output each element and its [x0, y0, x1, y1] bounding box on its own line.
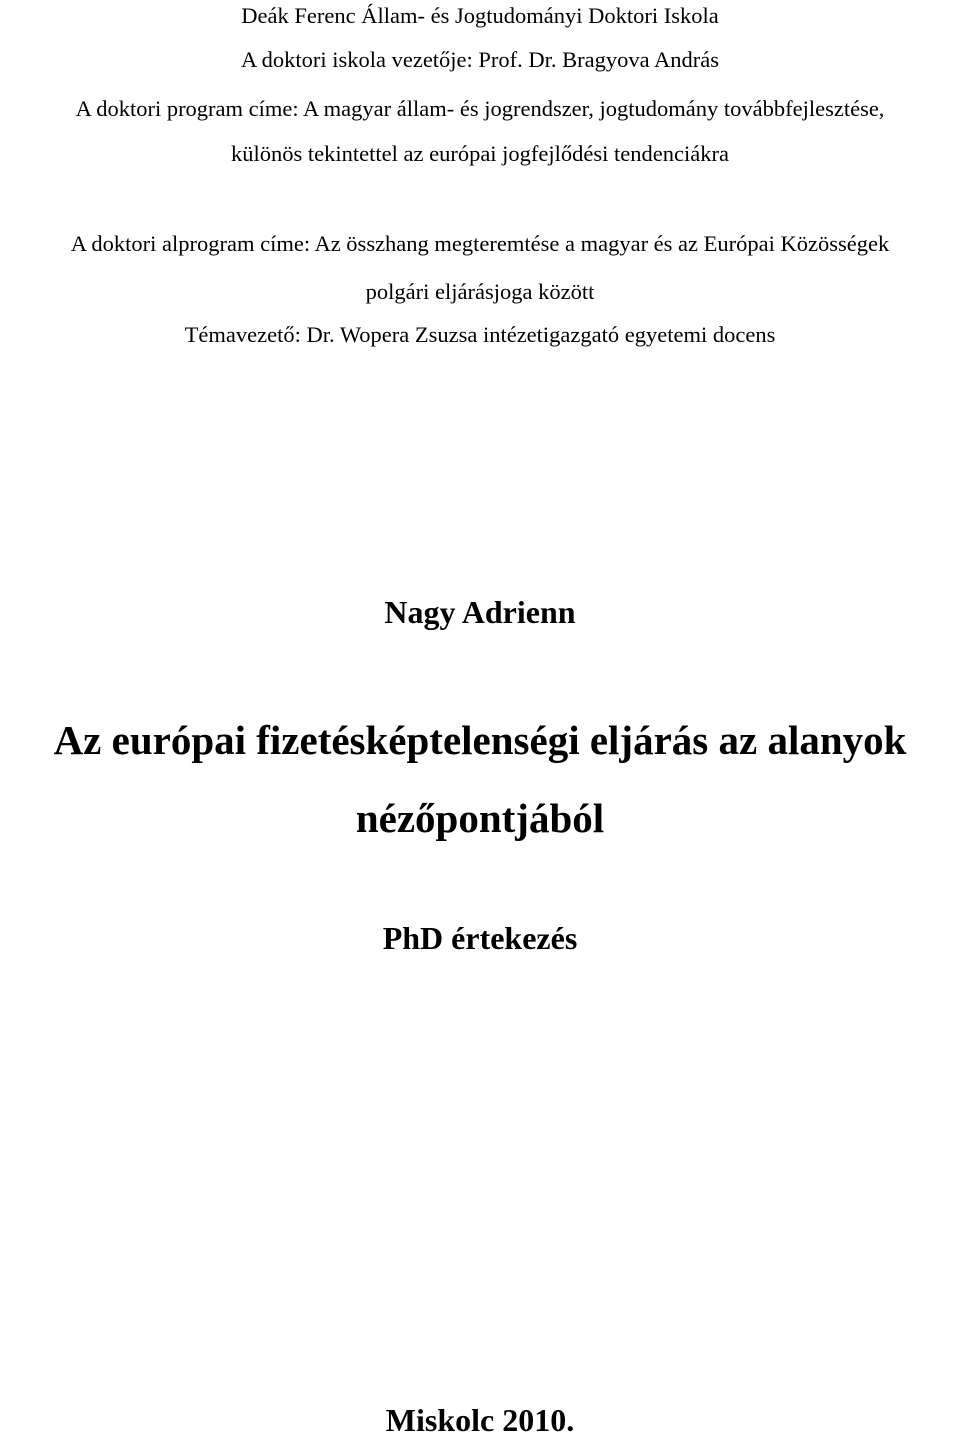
- supervisor-line: Témavezető: Dr. Wopera Zsuzsa intézetigazgató egyetemi docens: [184, 322, 776, 347]
- program-title-line-1: A doktori program címe: A magyar állam- és jogrendszer, jogtudomány továbbfejlesztése,: [75, 96, 885, 121]
- dissertation-title-line-2: nézőpontjából: [355, 795, 605, 841]
- doctoral-school-leader: A doktori iskola vezetője: Prof. Dr. Bragyova András: [240, 47, 720, 72]
- place-and-year: Miskolc 2010.: [385, 1402, 575, 1438]
- program-title-line-2: különös tekintettel az európai jogfejlődési tendenciákra: [231, 141, 729, 166]
- dissertation-title-line-1: Az európai fizetésképtelenségi eljárás az alanyok: [53, 717, 907, 763]
- subprogram-title-line-2: polgári eljárásjoga között: [365, 279, 595, 304]
- subprogram-title-line-1: A doktori alprogram címe: Az összhang megteremtése a magyar és az Európai Közösségek: [70, 231, 890, 256]
- dissertation-type: PhD értekezés: [382, 920, 578, 956]
- doctoral-school-name: Deák Ferenc Állam- és Jogtudományi Doktori Iskola: [241, 3, 719, 28]
- author-name: Nagy Adrienn: [384, 594, 576, 630]
